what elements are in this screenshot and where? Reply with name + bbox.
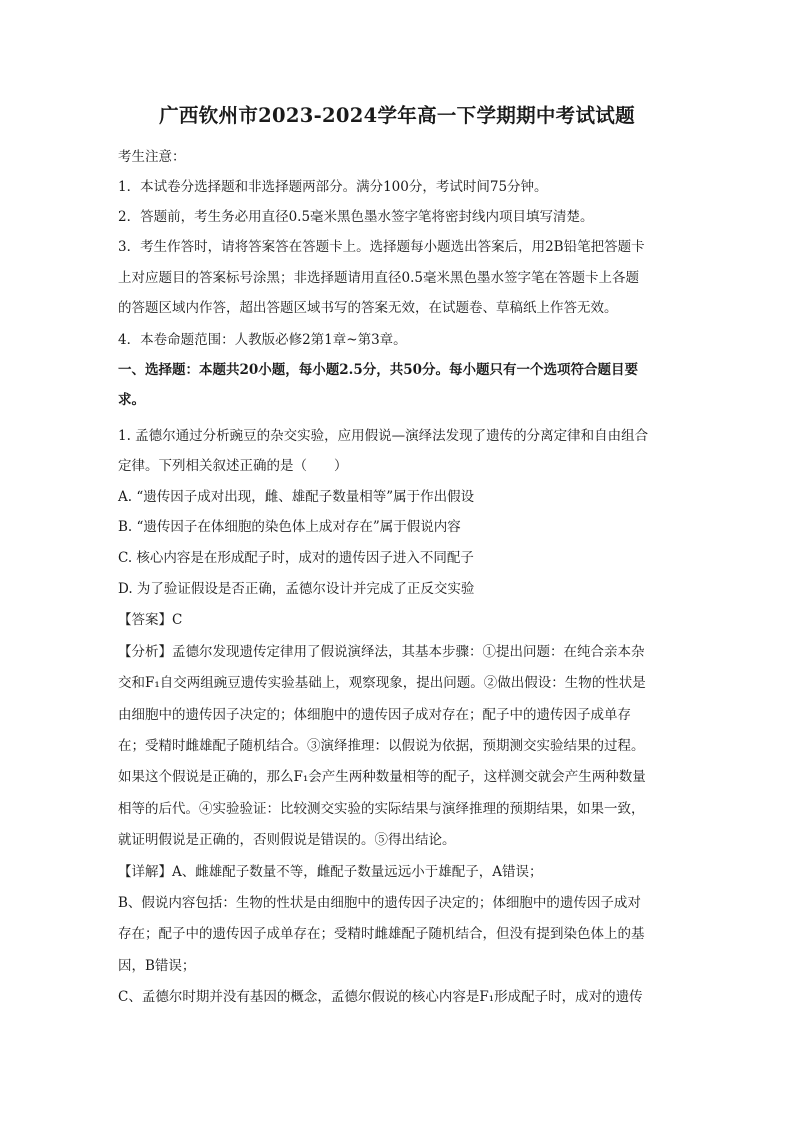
analysis-paragraph: 相等的后代。④实验验证：比较测交实验的实际结果与演绎推理的预期结果，如果一致， [118, 801, 645, 817]
notice-item-1: 1．本试卷分选择题和非选择题两部分。满分100分，考试时间75分钟。 [118, 179, 548, 195]
notice-item-3-cont: 上对应题目的答案标号涂黑；非选择题请用直径0.5毫米黑色墨水签字笔在答题卡上各题 [118, 270, 639, 286]
question-stem: 1. 孟德尔通过分析豌豆的杂交实验，应用假说—演绎法发现了遗传的分离定律和自由组合 [118, 428, 649, 444]
detail-paragraph: 因，B错误； [118, 958, 196, 974]
analysis-paragraph: 【分析】孟德尔发现遗传定律用了假说演绎法，其基本步骤：①提出问题：在纯合亲本杂 [118, 644, 645, 660]
analysis-paragraph: 交和F₁自交两组豌豆遗传实验基础上，观察现象，提出问题。②做出假设：生物的性状是 [118, 675, 646, 691]
analysis-paragraph: 在；受精时雌雄配子随机结合。③演绎推理：以假说为依据，预期测交实验结果的过程。 [118, 738, 645, 754]
section-heading-cont: 求。 [118, 392, 145, 408]
detail-paragraph: B、假说内容包括：生物的性状是由细胞中的遗传因子决定的；体细胞中的遗传因子成对 [118, 895, 641, 911]
analysis-paragraph: 由细胞中的遗传因子决定的；体细胞中的遗传因子成对存在；配子中的遗传因子成单存 [118, 707, 631, 723]
section-heading: 一、选择题：本题共20小题，每小题2.5分，共50分。每小题只有一个选项符合题目要 [118, 362, 639, 378]
option-c: C. 核心内容是在形成配子时，成对的遗传因子进入不同配子 [118, 550, 474, 566]
notice-item-4: 4．本卷命题范围：人教版必修2第1章~第3章。 [118, 332, 407, 348]
notice-item-3: 3．考生作答时，请将答案答在答题卡上。选择题每小题选出答案后，用2B铅笔把答题卡 [118, 239, 645, 255]
option-a: A. “遗传因子成对出现，雌、雄配子数量相等”属于作出假设 [118, 489, 475, 505]
notice-heading: 考生注意： [118, 149, 186, 165]
analysis-paragraph: 如果这个假说是正确的，那么F₁会产生两种数量相等的配子，这样测交就会产生两种数量 [118, 769, 646, 785]
option-b: B. “遗传因子在体细胞的染色体上成对存在”属于假说内容 [118, 519, 461, 535]
notice-item-2: 2．答题前，考生务必用直径0.5毫米黑色墨水签字笔将密封线内项目填写清楚。 [118, 209, 594, 225]
notice-item-3-cont: 的答题区域内作答，超出答题区域书写的答案无效，在试题卷、草稿纸上作答无效。 [118, 300, 618, 316]
answer-line: 【答案】C [118, 612, 183, 628]
page-title: 广西钦州市2023-2024学年高一下学期期中考试试题 [159, 104, 635, 127]
option-d: D. 为了验证假设是否正确，孟德尔设计并完成了正反交实验 [118, 581, 475, 597]
analysis-paragraph: 就证明假说是正确的，否则假说是错误的。⑤得出结论。 [118, 832, 456, 848]
detail-paragraph: 【详解】A、雌雄配子数量不等，雌配子数量远远小于雄配子，A错误； [118, 864, 543, 880]
detail-paragraph: 存在；配子中的遗传因子成单存在；受精时雌雄配子随机结合，但没有提到染色体上的基 [118, 926, 645, 942]
question-stem-cont: 定律。下列相关叙述正确的是（ ） [118, 458, 348, 474]
detail-paragraph: C、孟德尔时期并没有基因的概念，孟德尔假说的核心内容是F₁形成配子时，成对的遗传 [118, 989, 643, 1005]
